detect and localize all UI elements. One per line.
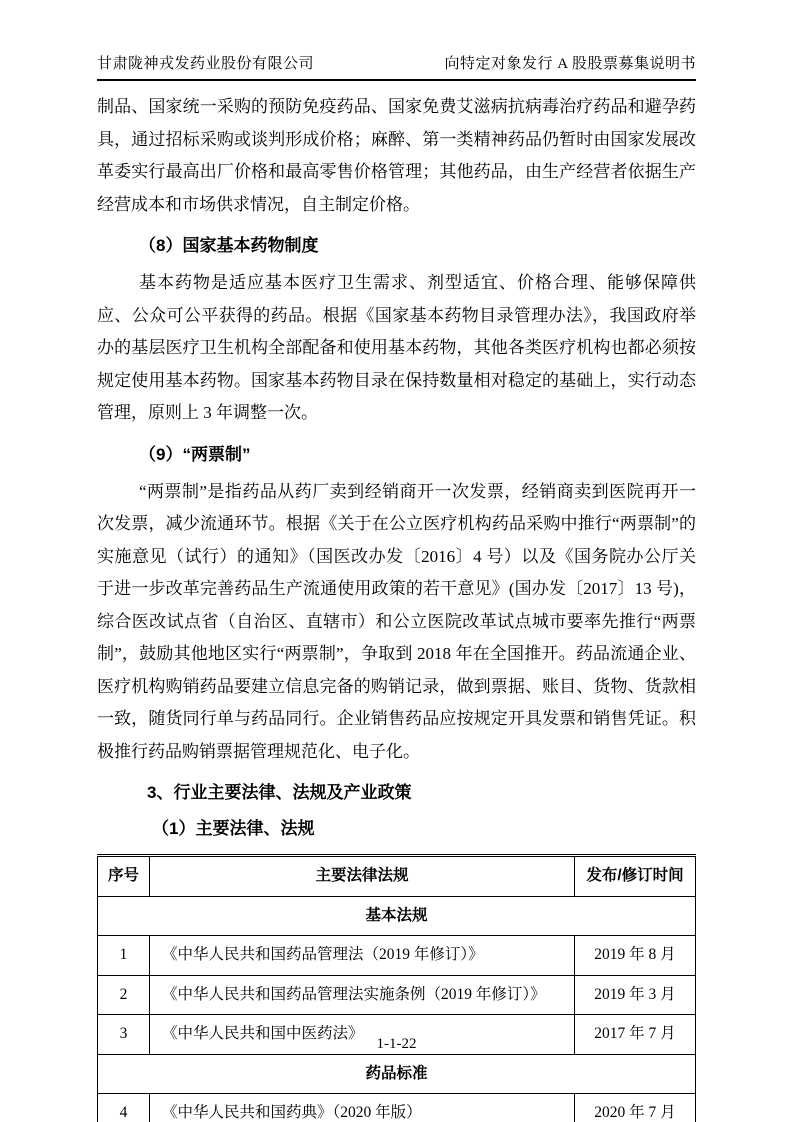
law-date: 2017 年 7 月 <box>575 1015 696 1055</box>
group-row-drug-standards <box>98 1054 696 1094</box>
header-company-name: 甘肃陇神戎发药业股份有限公司 <box>97 56 315 72</box>
col-header-law-name: 主要法律法规 <box>150 856 575 897</box>
law-index: 1 <box>98 936 150 976</box>
col-header-publish-date: 发布/修订时间 <box>575 856 696 897</box>
table-row <box>98 975 696 1015</box>
law-name: 《中华人民共和国药品管理法（2019 年修订）》 <box>150 936 575 976</box>
law-date: 2019 年 3 月 <box>575 975 696 1015</box>
footer-page-number: 1-1-22 <box>376 1036 417 1052</box>
law-name: 《中华人民共和国药品管理法实施条例（2019 年修订）》 <box>150 975 575 1015</box>
law-date: 2019 年 8 月 <box>575 936 696 976</box>
law-date: 2020 年 7 月 <box>575 1094 696 1122</box>
running-header <box>97 0 696 81</box>
table-header-row <box>98 856 696 897</box>
heading-two-invoice-system: （9）“两票制” <box>139 444 251 464</box>
paragraph-essential-drugs: 基本药物是适应基本医疗卫生需求、剂型适宜、价格合理、能够保障供应、公众可公平获得的药品。根据《国家基本药物目录管理办法》，我国政府举办的基层医疗卫生机构全部配备和使用基本药物，其他各类医疗机构也都必须按规定使用基本药物。国家基本药物目录在保持数量相对稳定的基础上，实行动态管理，原则上 3 年调整一次。 <box>97 273 696 422</box>
law-name: 《中华人民共和国中医药法》 <box>150 1015 575 1055</box>
law-index: 3 <box>98 1015 150 1055</box>
col-header-index: 序号 <box>98 856 150 897</box>
laws-table <box>97 854 696 1122</box>
document-body <box>97 91 696 1122</box>
law-name: 《中华人民共和国药典》（2020 年版） <box>150 1094 575 1122</box>
laws-table-container <box>97 854 696 1122</box>
table-row <box>98 936 696 976</box>
heading-industry-laws-policies: 3、行业主要法律、法规及产业政策 <box>147 783 412 802</box>
paragraph-drug-pricing: 制品、国家统一采购的预防免疫药品、国家免费艾滋病抗病毒治疗药品和避孕药具，通过招标采购或谈判形成价格；麻醉、第一类精神药品仍暂时由国家发展改革委实行最高出厂价格和最高零售价格管理；其他药品，由生产经营者依据生产经营成本和市场供求情况，自主制定价格。 <box>97 97 696 214</box>
group-label-drug-standards: 药品标准 <box>98 1054 696 1094</box>
header-document-title: 向特定对象发行 A 股股票募集说明书 <box>444 56 696 72</box>
group-label-basic-laws: 基本法规 <box>98 896 696 936</box>
law-index: 2 <box>98 975 150 1015</box>
heading-essential-drug-system: （8）国家基本药物制度 <box>139 236 319 255</box>
law-index: 4 <box>98 1094 150 1122</box>
table-row <box>98 1094 696 1122</box>
paragraph-two-invoice-system: “两票制”是指药品从药厂卖到经销商开一次发票，经销商卖到医院再开一次发票，减少流通环节。根据《关于在公立医疗机构药品采购中推行“两票制”的实施意见（试行）的通知》（国医改办发〔2016〕4 号）以及《国务院办公厅关于进一步改革完善药品生产流通使用政策的若干意见》(国办发〔2017〕13 号)，综合医改试点省（自治区、直辖市）和公立医院改革试点城市要率先推行“两票制”，鼓励其他地区实行“两票制”，争取到 2018 年在全国推开。药品流通企业、医疗机构购销药品要建立信息完备的购销记录，做到票据、账目、货物、货款相一致，随货同行单与药品同行。企业销售药品应按规定开具发票和销售凭证。积极推行药品购销票据管理规范化、电子化。 <box>97 481 696 761</box>
group-row-basic-laws <box>98 896 696 936</box>
heading-major-laws: （1）主要法律、法规 <box>152 819 315 838</box>
